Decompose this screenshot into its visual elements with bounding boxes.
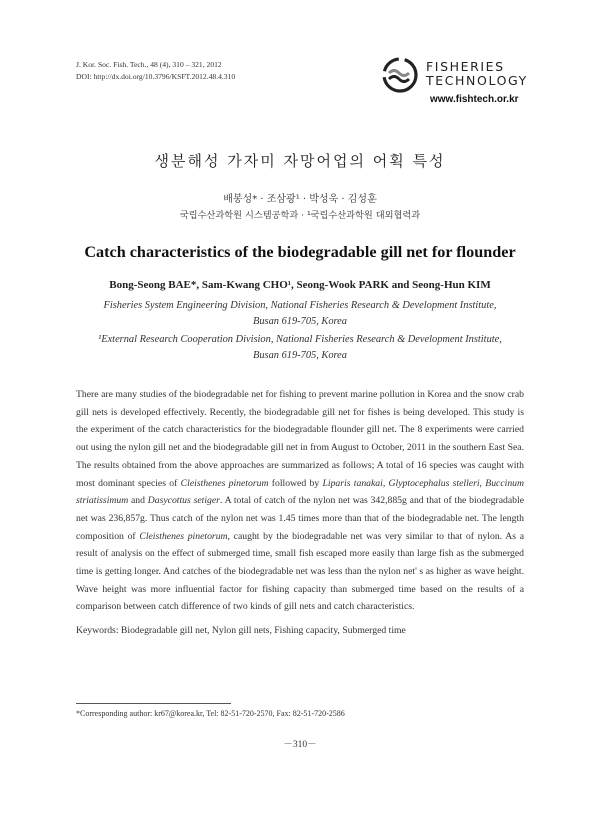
- english-authors: Bong-Seong BAE*, Sam-Kwang CHO¹, Seong-Wook PARK and Seong-Hun KIM: [109, 279, 491, 291]
- affiliation-1-line-1: Fisheries System Engineering Division, National Fisheries Research & Development Institute,: [103, 300, 497, 311]
- keywords: Keywords: Biodegradable gill net, Nylon gill nets, Fishing capacity, Submerged time: [76, 625, 406, 636]
- affiliation-2-line-1: ¹External Research Cooperation Division, National Fisheries Research & Development Institute,: [98, 334, 502, 345]
- logo-wordmark: [426, 60, 528, 88]
- korean-authors: 배봉성* · 조삼광¹ · 박성욱 · 김성훈: [223, 194, 377, 205]
- species-name: Liparis tanakai, Glyptocephalus stelleri, Buccinum striatissimum: [76, 477, 525, 507]
- abstract-text: . A total of catch of the nylon net was 342,885g and that of the biodegradable net was 236,857g. Thus catch of the nylon net was 1.45 times more than that of the biodegradable net. The length composition of: [76, 495, 524, 542]
- page-number: －310－: [283, 740, 317, 750]
- affiliation-1: [0, 298, 600, 330]
- affiliation-2-line-2: Busan 619-705, Korea: [253, 350, 347, 361]
- footnote-divider: [76, 703, 231, 704]
- abstract-text: followed by: [268, 477, 323, 489]
- affiliation-2: [0, 332, 600, 364]
- species-name: Dasycottus setiger: [147, 495, 220, 507]
- wave-emblem-icon: [382, 57, 418, 93]
- abstract: [76, 386, 524, 616]
- journal-logo: [382, 57, 532, 107]
- journal-url[interactable]: www.fishtech.or.kr: [430, 94, 519, 105]
- logo-line-2: TECHNOLOGY: [426, 73, 528, 88]
- korean-title: 생분해성 가자미 자망어업의 어획 특성: [154, 152, 446, 170]
- korean-affiliation: 국립수산과학원 시스템공학과 · ¹국립수산과학원 대외협력과: [179, 210, 421, 221]
- species-name: Cleisthenes pinetorum: [139, 530, 228, 542]
- corresponding-author-footnote: *Corresponding author: kr67@korea.kr, Tel: 82-51-720-2570, Fax: 82-51-720-2586: [76, 709, 345, 718]
- logo-line-1: FISHERIES: [426, 59, 505, 74]
- affiliation-1-line-2: Busan 619-705, Korea: [253, 316, 347, 327]
- journal-info: [76, 59, 235, 83]
- abstract-text: and: [128, 495, 148, 507]
- journal-citation: J. Kor. Soc. Fish. Tech., 48 (4), 310 – 321, 2012: [76, 60, 222, 69]
- abstract-text: There are many studies of the biodegradable net for fishing to prevent marine pollution in Korea and the snow crab gill nets is developed effectively. Recently, the biodegradable gill net for fishes is being developed. This study is the experiment of the catch characteristics for the biodegradable flounder gill net. The 8 experiments were carried out using the nylon gill net and the biodegradable gill net in from August to October, 2011 in the southern East Sea. The results obtained from the above approaches are summarized as follows; A total of 16 species was caught with most dominant species of: [76, 389, 524, 489]
- species-name: Cleisthenes pinetorum: [180, 477, 269, 489]
- journal-doi: DOI: http://dx.doi.org/10.3796/KSFT.2012.48.4.310: [76, 72, 236, 81]
- english-title: Catch characteristics of the biodegradable gill net for flounder: [84, 243, 516, 261]
- abstract-text: , caught by the biodegradable net was very similar to that of nylon. As a result of analysis on the effect of submerged time, small fish escaped more easily than large fish as the submerged time is getting longer. And catches of the biodegradable net was less than the nylon net' s as higher as wave height. Wave height was more influential factor for fishing capacity than submerged time based on the results of a comparison between catch difference of two kinds of gill nets and catch characteristics.: [76, 530, 525, 613]
